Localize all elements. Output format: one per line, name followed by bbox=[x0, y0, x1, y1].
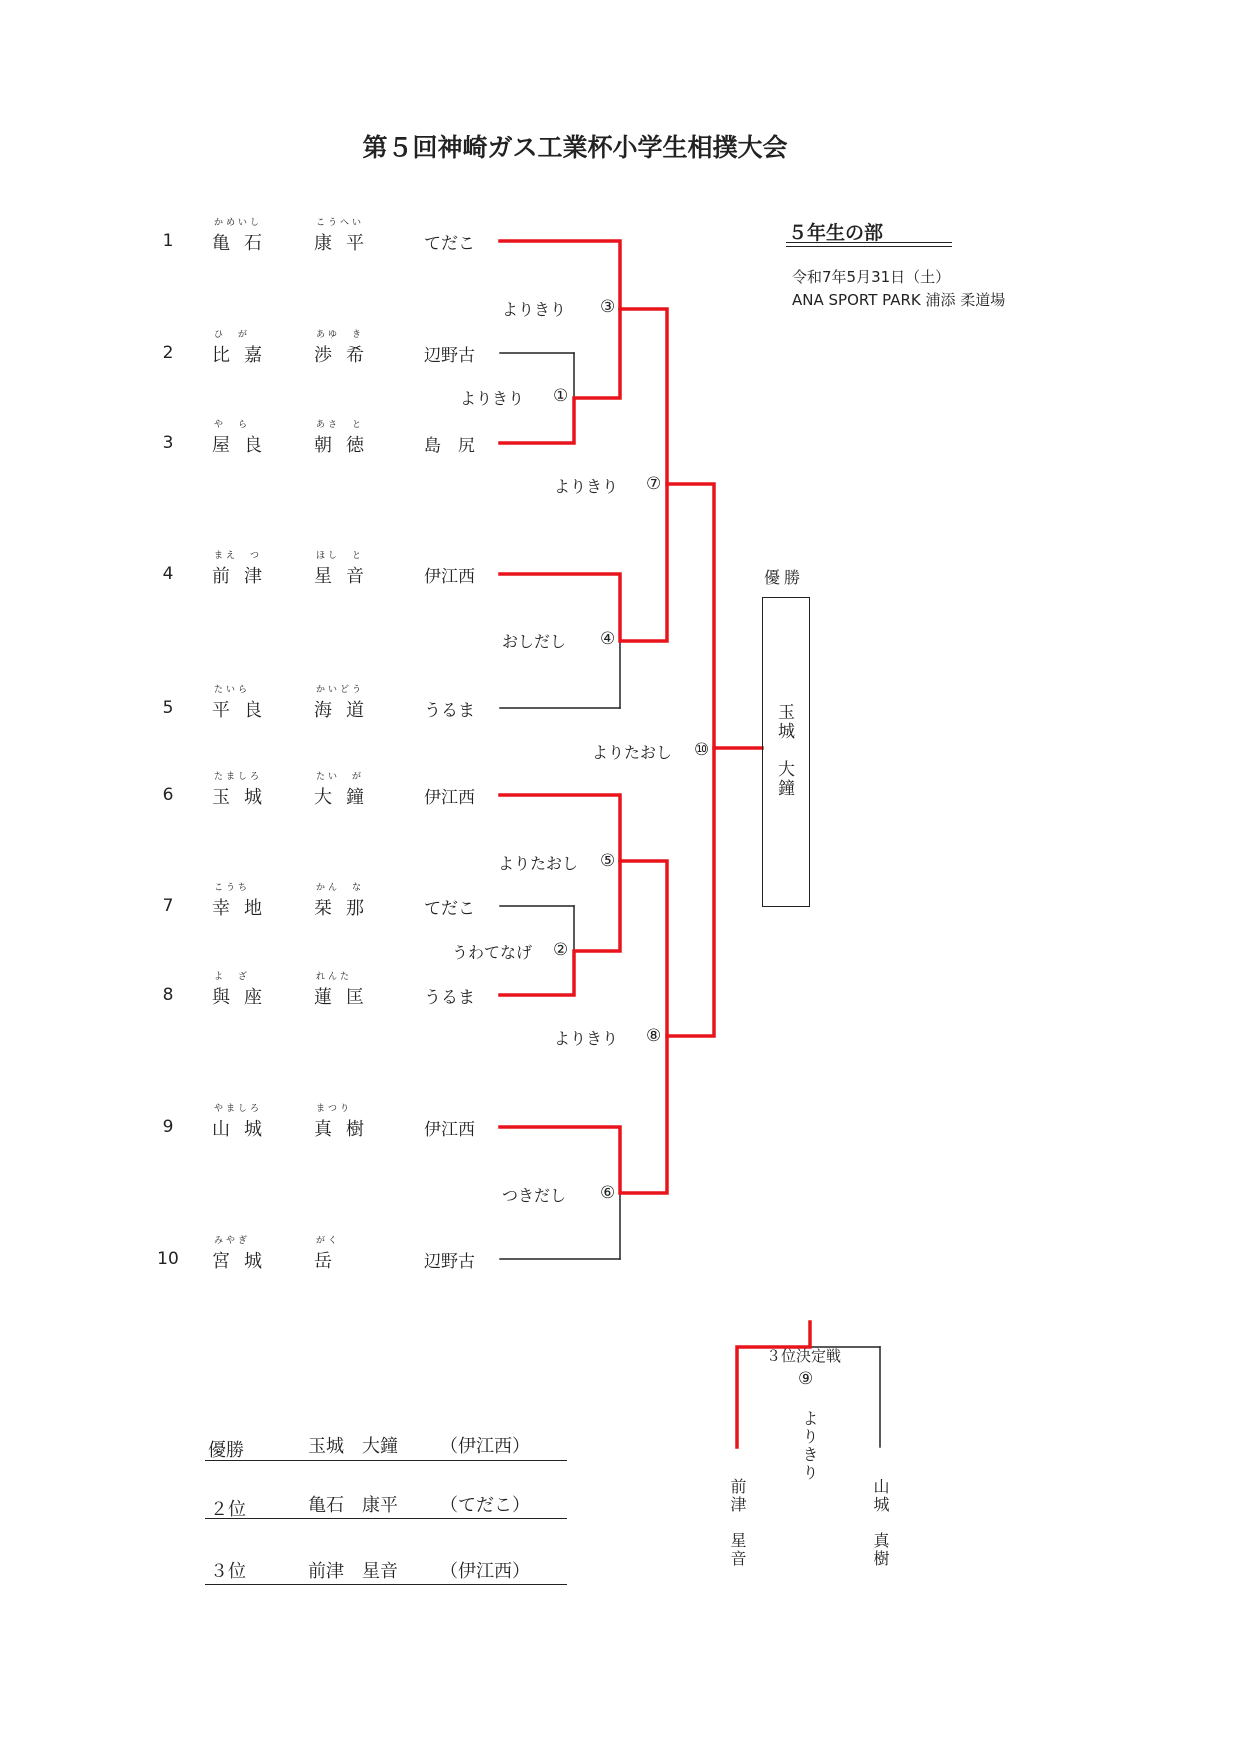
given-name-furigana: れんた bbox=[316, 972, 353, 982]
result-rank: ３位 bbox=[210, 1561, 246, 1582]
result-club: （てだこ） bbox=[440, 1495, 530, 1516]
result-name: 亀石 康平 bbox=[308, 1495, 398, 1516]
event-date: 令和7年5月31日（土） bbox=[792, 268, 951, 286]
winner-path bbox=[500, 484, 667, 641]
seed-number: 4 bbox=[162, 564, 174, 584]
result-club: （伊江西） bbox=[440, 1561, 530, 1582]
winner-path bbox=[500, 861, 620, 995]
club-name: うるま bbox=[424, 988, 475, 1008]
kimarite-label: うわてなげ bbox=[451, 943, 532, 962]
family-name: 幸地 bbox=[212, 898, 276, 919]
given-name: 康平 bbox=[314, 233, 378, 254]
club-name: うるま bbox=[424, 701, 475, 721]
family-name: 比嘉 bbox=[212, 345, 276, 366]
kimarite-label: よりきり bbox=[553, 1029, 618, 1048]
family-name: 前津 bbox=[212, 566, 276, 587]
third-place-kimarite: よりきり bbox=[800, 1410, 819, 1482]
seed-number: 6 bbox=[162, 785, 174, 805]
bout-number: ⑩ bbox=[694, 740, 710, 760]
result-rank: 優勝 bbox=[208, 1440, 244, 1461]
seed-number: 8 bbox=[162, 985, 174, 1005]
given-name-furigana: たい が bbox=[316, 772, 365, 782]
club-name: 辺野古 bbox=[424, 1252, 475, 1272]
winner-path bbox=[500, 748, 714, 1036]
family-name-furigana: こうち bbox=[214, 883, 251, 893]
family-name-furigana: ひ が bbox=[214, 330, 251, 340]
bout-number: ③ bbox=[600, 297, 616, 317]
seed-number: 7 bbox=[162, 896, 174, 916]
result-club: （伊江西） bbox=[440, 1436, 530, 1457]
result-rank: ２位 bbox=[210, 1499, 246, 1520]
family-name: 亀石 bbox=[212, 233, 276, 254]
winner-path bbox=[500, 309, 620, 443]
result-underline bbox=[205, 1460, 567, 1461]
given-name-furigana: かいどう bbox=[316, 685, 365, 695]
kimarite-label: よりきり bbox=[553, 477, 618, 496]
given-name: 栞那 bbox=[314, 898, 378, 919]
kimarite-label: おしだし bbox=[501, 632, 566, 651]
family-name: 與座 bbox=[212, 987, 276, 1008]
winner-path bbox=[500, 1036, 667, 1193]
family-name-furigana: たいら bbox=[214, 685, 251, 695]
family-name-furigana: たましろ bbox=[214, 772, 263, 782]
club-name: 伊江西 bbox=[424, 788, 475, 808]
family-name-furigana: みやぎ bbox=[214, 1236, 251, 1246]
bout-number: ⑤ bbox=[600, 851, 616, 871]
given-name: 大鐘 bbox=[314, 787, 378, 808]
result-name: 前津 星音 bbox=[308, 1561, 398, 1582]
kimarite-label: よりきり bbox=[501, 300, 566, 319]
family-name-furigana: や ら bbox=[214, 420, 251, 430]
given-name-furigana: あゆ き bbox=[316, 330, 365, 340]
third-place-label: ３位決定戦 bbox=[766, 1347, 842, 1365]
family-name: 平良 bbox=[212, 700, 276, 721]
seed-number: 1 bbox=[162, 231, 174, 251]
family-name-furigana: よ ざ bbox=[214, 972, 251, 982]
club-name: てだこ bbox=[424, 234, 475, 254]
given-name: 星音 bbox=[314, 566, 378, 587]
result-underline bbox=[205, 1518, 567, 1519]
club-name: てだこ bbox=[424, 899, 475, 919]
family-name-furigana: かめいし bbox=[214, 218, 263, 228]
given-name: 朝徳 bbox=[314, 435, 378, 456]
seed-number: 5 bbox=[162, 698, 174, 718]
bout-number: ② bbox=[553, 940, 569, 960]
bout-number: ⑧ bbox=[646, 1026, 662, 1046]
third-place-left-name: 前津 星音 bbox=[728, 1478, 747, 1568]
club-name: 辺野古 bbox=[424, 346, 475, 366]
family-name: 山城 bbox=[212, 1119, 276, 1140]
kimarite-label: よりたおし bbox=[591, 743, 672, 762]
division-label: ５年生の部 bbox=[788, 222, 884, 244]
bout-number: ① bbox=[553, 386, 569, 406]
family-name: 宮城 bbox=[212, 1251, 276, 1272]
seed-number: 2 bbox=[162, 343, 174, 363]
third-place-right-name: 山城 真樹 bbox=[871, 1478, 890, 1568]
bout-number: ⑥ bbox=[600, 1183, 616, 1203]
given-name: 岳 bbox=[314, 1251, 346, 1272]
champion-name: 玉城 大鐘 bbox=[774, 703, 794, 798]
given-name-furigana: かん な bbox=[316, 883, 365, 893]
given-name: 渉希 bbox=[314, 345, 378, 366]
seed-number: 3 bbox=[162, 433, 174, 453]
kimarite-label: よりたおし bbox=[497, 854, 578, 873]
seed-number: 10 bbox=[157, 1249, 179, 1269]
bout-number: ⑦ bbox=[646, 474, 662, 494]
seed-number: 9 bbox=[162, 1117, 174, 1137]
bout-number: ④ bbox=[600, 629, 616, 649]
given-name-furigana: あさ と bbox=[316, 420, 365, 430]
given-name: 蓮匡 bbox=[314, 987, 378, 1008]
page-title: 第５回神崎ガス工業杯小学生相撲大会 bbox=[362, 133, 788, 162]
event-venue: ANA SPORT PARK 浦添 柔道場 bbox=[792, 291, 1006, 309]
given-name-furigana: ほし と bbox=[316, 551, 365, 561]
result-name: 玉城 大鐘 bbox=[308, 1436, 398, 1457]
kimarite-label: よりきり bbox=[459, 389, 524, 408]
club-name: 伊江西 bbox=[424, 1120, 475, 1140]
given-name-furigana: まつり bbox=[316, 1104, 353, 1114]
third-place-bout-number: ⑨ bbox=[798, 1369, 814, 1389]
club-name: 伊江西 bbox=[424, 567, 475, 587]
result-underline bbox=[205, 1584, 567, 1585]
given-name-furigana: こうへい bbox=[316, 218, 365, 228]
given-name: 海道 bbox=[314, 700, 378, 721]
family-name: 玉城 bbox=[212, 787, 276, 808]
champion-heading: 優勝 bbox=[764, 568, 805, 587]
club-name: 島 尻 bbox=[424, 436, 475, 456]
given-name: 真樹 bbox=[314, 1119, 378, 1140]
kimarite-label: つきだし bbox=[501, 1186, 566, 1205]
family-name-furigana: やましろ bbox=[214, 1104, 263, 1114]
given-name-furigana: がく bbox=[316, 1236, 341, 1246]
family-name: 屋良 bbox=[212, 435, 276, 456]
family-name-furigana: まえ つ bbox=[214, 551, 263, 561]
